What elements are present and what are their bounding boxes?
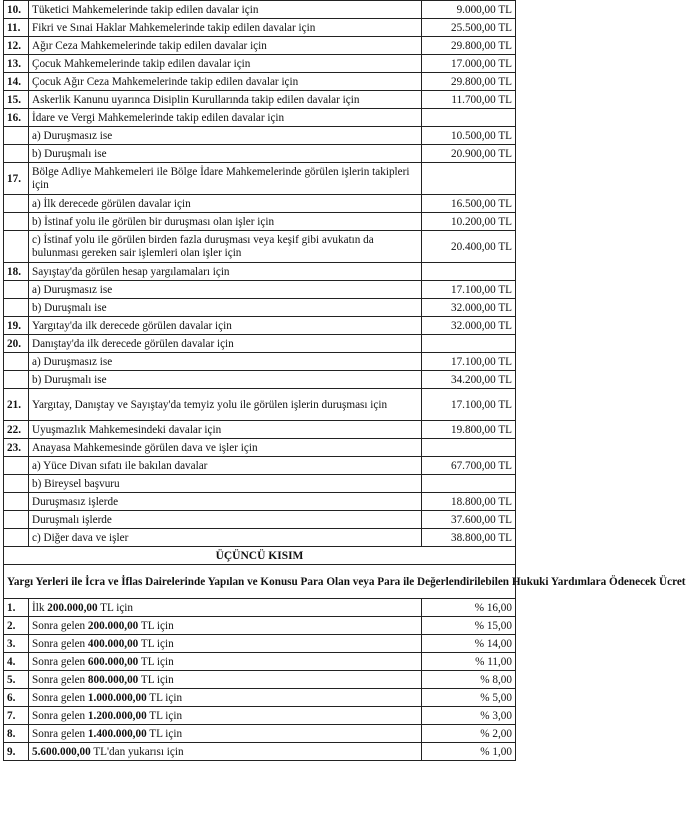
desc-suffix: TL için (138, 673, 174, 686)
row-amount: 11.700,00 TL (422, 91, 516, 109)
row-number: 15. (4, 91, 29, 109)
row-description: Anayasa Mahkemesinde görülen dava ve işler için (29, 439, 422, 457)
table-row (4, 389, 516, 421)
table-row (4, 1, 516, 19)
row-rate: % 1,00 (422, 743, 516, 761)
desc-suffix: TL için (97, 601, 133, 614)
row-amount: 9.000,00 TL (422, 1, 516, 19)
table-row (4, 475, 516, 493)
table-row (4, 109, 516, 127)
row-amount: 20.400,00 TL (422, 231, 516, 263)
row-description: Sayıştay'da görülen hesap yargılamaları için (29, 263, 422, 281)
table-row (4, 37, 516, 55)
third-part-header (4, 547, 686, 599)
table-row (4, 371, 516, 389)
row-rate: % 14,00 (422, 635, 516, 653)
row-description: b) İstinaf yolu ile görülen bir duruşması olan işler için (29, 213, 422, 231)
threshold-amount: 1.200.000,00 (87, 709, 147, 722)
table-row (4, 457, 516, 475)
desc-prefix: Sonra gelen (32, 655, 88, 668)
row-amount: 17.100,00 TL (422, 281, 516, 299)
row-amount: 17.100,00 TL (422, 353, 516, 371)
desc-suffix: TL'dan yukarısı için (90, 745, 184, 758)
row-amount: 10.500,00 TL (422, 127, 516, 145)
row-amount: 37.600,00 TL (422, 511, 516, 529)
row-description (29, 617, 422, 635)
table-row (4, 635, 516, 653)
row-number: 3. (4, 635, 29, 653)
table-row (4, 19, 516, 37)
desc-prefix: Sonra gelen (32, 691, 88, 704)
row-amount: 34.200,00 TL (422, 371, 516, 389)
desc-prefix: Sonra gelen (32, 673, 88, 686)
desc-suffix: TL için (138, 619, 174, 632)
row-number: 18. (4, 263, 29, 281)
threshold-amount: 800.000,00 (87, 673, 139, 686)
row-amount (422, 263, 516, 281)
table-row (4, 511, 516, 529)
section-title: ÜÇÜNCÜ KISIM (4, 547, 516, 565)
table-row (4, 653, 516, 671)
threshold-amount: 400.000,00 (87, 637, 139, 650)
row-number: 22. (4, 421, 29, 439)
table-row (4, 281, 516, 299)
row-amount (422, 163, 516, 195)
row-number (4, 457, 29, 475)
table-row (4, 145, 516, 163)
row-description: Danıştay'da ilk derecede görülen davalar için (29, 335, 422, 353)
row-description (29, 671, 422, 689)
row-rate: % 5,00 (422, 689, 516, 707)
row-amount: 16.500,00 TL (422, 195, 516, 213)
row-description (29, 653, 422, 671)
desc-prefix: İlk (32, 601, 48, 614)
row-number: 10. (4, 1, 29, 19)
row-number: 11. (4, 19, 29, 37)
row-description: Askerlik Kanunu uyarınca Disiplin Kurullarında takip edilen davalar için (29, 91, 422, 109)
row-number: 21. (4, 389, 29, 421)
row-description: Yargıtay, Danıştay ve Sayıştay'da temyiz yolu ile görülen işlerin duruşması için (29, 389, 422, 421)
table-row (4, 55, 516, 73)
row-number: 20. (4, 335, 29, 353)
row-number (4, 127, 29, 145)
table-row (4, 353, 516, 371)
table-row (4, 213, 516, 231)
row-rate: % 16,00 (422, 599, 516, 617)
row-number (4, 493, 29, 511)
table-row (4, 335, 516, 353)
row-number (4, 231, 29, 263)
row-description: a) Duruşmasız ise (29, 353, 422, 371)
desc-prefix: Sonra gelen (32, 727, 88, 740)
table-row (4, 421, 516, 439)
table-row (4, 707, 516, 725)
row-description (29, 635, 422, 653)
second-part-rows (4, 1, 516, 547)
row-amount: 67.700,00 TL (422, 457, 516, 475)
table-row (4, 725, 516, 743)
row-amount: 18.800,00 TL (422, 493, 516, 511)
row-number (4, 353, 29, 371)
table-row (4, 689, 516, 707)
row-number (4, 195, 29, 213)
row-description (29, 707, 422, 725)
row-description: Yargıtay'da ilk derecede görülen davalar için (29, 317, 422, 335)
row-description: Çocuk Mahkemelerinde takip edilen davalar için (29, 55, 422, 73)
row-description: c) Diğer dava ve işler (29, 529, 422, 547)
row-amount (422, 475, 516, 493)
row-rate: % 2,00 (422, 725, 516, 743)
row-number: 7. (4, 707, 29, 725)
row-amount: 25.500,00 TL (422, 19, 516, 37)
fee-table (3, 0, 686, 761)
row-amount: 32.000,00 TL (422, 317, 516, 335)
row-description: Duruşmasız işlerde (29, 493, 422, 511)
desc-suffix: TL için (138, 655, 174, 668)
row-amount: 20.900,00 TL (422, 145, 516, 163)
row-amount: 32.000,00 TL (422, 299, 516, 317)
desc-suffix: TL için (146, 727, 183, 740)
threshold-amount: 600.000,00 (87, 655, 139, 668)
row-description (29, 689, 422, 707)
row-description: Tüketici Mahkemelerinde takip edilen davalar için (29, 1, 422, 19)
threshold-amount: 200.000,00 (87, 619, 139, 632)
row-number: 19. (4, 317, 29, 335)
row-amount (422, 335, 516, 353)
row-number (4, 145, 29, 163)
table-row (4, 91, 516, 109)
row-amount: 10.200,00 TL (422, 213, 516, 231)
row-rate: % 8,00 (422, 671, 516, 689)
row-amount (422, 109, 516, 127)
row-description: b) Duruşmalı ise (29, 299, 422, 317)
row-description: a) İlk derecede görülen davalar için (29, 195, 422, 213)
row-description: a) Duruşmasız ise (29, 281, 422, 299)
table-row (4, 439, 516, 457)
row-description: Bölge Adliye Mahkemeleri ile Bölge İdare Mahkemelerinde görülen işlerin takipleri için (29, 163, 422, 195)
row-number (4, 213, 29, 231)
row-number: 9. (4, 743, 29, 761)
threshold-amount: 1.400.000,00 (87, 727, 147, 740)
row-number: 1. (4, 599, 29, 617)
desc-prefix: Sonra gelen (32, 709, 88, 722)
row-description: Ağır Ceza Mahkemelerinde takip edilen davalar için (29, 37, 422, 55)
row-description: a) Duruşmasız ise (29, 127, 422, 145)
table-row (4, 299, 516, 317)
desc-suffix: TL için (146, 691, 183, 704)
desc-prefix: Sonra gelen (32, 637, 88, 650)
row-number (4, 475, 29, 493)
row-description: Uyuşmazlık Mahkemesindeki davalar için (29, 421, 422, 439)
row-description (29, 743, 422, 761)
row-number: 13. (4, 55, 29, 73)
row-description: Fikri ve Sınai Haklar Mahkemelerinde takip edilen davalar için (29, 19, 422, 37)
row-number (4, 299, 29, 317)
table-row (4, 743, 516, 761)
row-number: 17. (4, 163, 29, 195)
row-number: 23. (4, 439, 29, 457)
third-part-rows (4, 599, 516, 761)
row-number: 14. (4, 73, 29, 91)
row-number: 6. (4, 689, 29, 707)
table-row (4, 73, 516, 91)
row-rate: % 3,00 (422, 707, 516, 725)
row-description: c) İstinaf yolu ile görülen birden fazla duruşması veya keşif gibi avukatın da bulunması gereken sair işlemleri olan işler için (29, 231, 422, 263)
section-subtitle: Yargı Yerleri ile İcra ve İflas Dairelerinde Yapılan ve Konusu Para Olan veya Para ile Değerlendirilebilen Hukuki Yardımlara Ödenecek Ücret (4, 565, 516, 599)
desc-prefix: Sonra gelen (32, 619, 88, 632)
table-row (4, 529, 516, 547)
row-description: Duruşmalı işlerde (29, 511, 422, 529)
table-row (4, 671, 516, 689)
row-description: a) Yüce Divan sıfatı ile bakılan davalar (29, 457, 422, 475)
row-number: 5. (4, 671, 29, 689)
table-row (4, 493, 516, 511)
table-row (4, 617, 516, 635)
table-row (4, 263, 516, 281)
threshold-amount: 5.600.000,00 (32, 745, 91, 758)
row-amount: 29.800,00 TL (422, 37, 516, 55)
threshold-amount: 1.000.000,00 (87, 691, 147, 704)
row-number: 8. (4, 725, 29, 743)
threshold-amount: 200.000,00 (47, 601, 98, 614)
row-number: 12. (4, 37, 29, 55)
desc-suffix: TL için (146, 709, 183, 722)
table-row (4, 317, 516, 335)
row-amount: 19.800,00 TL (422, 421, 516, 439)
row-description: b) Duruşmalı ise (29, 371, 422, 389)
row-description: Çocuk Ağır Ceza Mahkemelerinde takip edilen davalar için (29, 73, 422, 91)
row-description: b) Bireysel başvuru (29, 475, 422, 493)
table-row (4, 127, 516, 145)
table-row (4, 195, 516, 213)
row-rate: % 11,00 (422, 653, 516, 671)
table-row (4, 599, 516, 617)
row-amount (422, 439, 516, 457)
row-amount: 29.800,00 TL (422, 73, 516, 91)
row-amount: 17.100,00 TL (422, 389, 516, 421)
row-amount: 38.800,00 TL (422, 529, 516, 547)
row-amount: 17.000,00 TL (422, 55, 516, 73)
row-number: 16. (4, 109, 29, 127)
row-number (4, 281, 29, 299)
row-number (4, 371, 29, 389)
row-number (4, 511, 29, 529)
row-description (29, 725, 422, 743)
table-row (4, 231, 516, 263)
row-number (4, 529, 29, 547)
row-rate: % 15,00 (422, 617, 516, 635)
table-row (4, 163, 516, 195)
desc-suffix: TL için (138, 637, 174, 650)
row-description (29, 599, 422, 617)
row-description: İdare ve Vergi Mahkemelerinde takip edilen davalar için (29, 109, 422, 127)
row-number: 4. (4, 653, 29, 671)
row-number: 2. (4, 617, 29, 635)
row-description: b) Duruşmalı ise (29, 145, 422, 163)
